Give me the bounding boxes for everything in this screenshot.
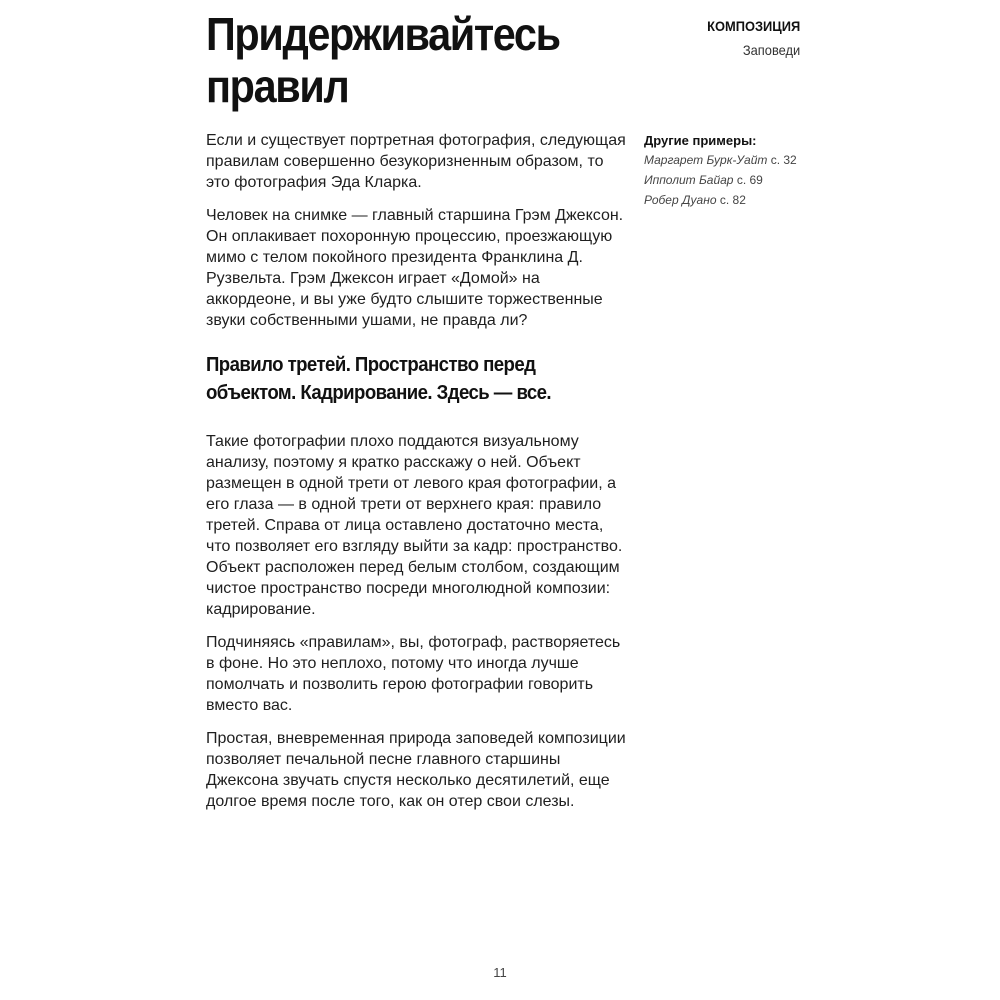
body-text: [206, 130, 626, 824]
title-line-1: Придерживайтесь: [206, 8, 560, 60]
sidebar-item-name: Ипполит Байар: [644, 173, 734, 187]
running-head: [699, 17, 800, 59]
sidebar-list: [644, 150, 844, 210]
page-title: [206, 8, 593, 112]
paragraph-main-1: Такие фотографии плохо поддаются визуальному анализу, поэтому я кратко расскажу о ней. Объект размещен в одной трети от левого края фотографии, а его глаза — в одной трети от верхнего края: правило третей. Справа от лица оставлено достаточно места, что позволяет его взгляду выйти за кадр: пространство. Объект расположен перед белым столбом, создающим чистое пространство посреди многолюдной композии: кадрирование.: [206, 433, 623, 618]
subheading: Правило третей. Пространство перед объектом. Кадрирование. Здесь — все.: [206, 354, 552, 404]
running-head-subsection: Заповеди: [742, 42, 800, 58]
sidebar-item-name: Маргарет Бурк-Уайт: [644, 153, 768, 167]
sidebar-item-name: Робер Дуано: [644, 193, 717, 207]
paragraph-main-3: Простая, вневременная природа заповедей композиции позволяет печальной песне главного старшины Джексона звучать спустя несколько десятилетий, еще долгое время после того, как он отер свои слезы.: [206, 730, 626, 810]
other-examples-sidebar: [644, 132, 844, 210]
page-number: 11: [493, 965, 507, 980]
sidebar-item-page: с. 69: [733, 173, 763, 187]
paragraph-intro-1: Если и существует портретная фотография, следующая правилам совершенно безукоризненным образом, то это фотография Эда Кларка.: [206, 132, 626, 191]
sidebar-item: [644, 150, 844, 170]
paragraph-intro-2: Человек на снимке — главный старшина Грэм Джексон. Он оплакивает похоронную процессию, проезжающую мимо с телом покойного президента Франклина Д. Рузвельта. Грэм Джексон играет «Домой» на аккордеоне, и вы уже будто слышите торжественные звуки собственными ушами, не правда ли?: [206, 207, 624, 329]
sidebar-item-page: с. 32: [767, 153, 797, 167]
sidebar-item-page: с. 82: [716, 193, 746, 207]
title-line-2: правил: [206, 60, 349, 112]
paragraph-main-2: Подчиняясь «правилам», вы, фотограф, растворяетесь в фоне. Но это неплохо, потому что иногда лучше помолчать и позволить герою фотографии говорить вместо вас.: [206, 634, 621, 714]
sidebar-title: Другие примеры:: [644, 133, 757, 148]
sidebar-item: [644, 190, 844, 210]
sidebar-item: [644, 170, 844, 190]
running-head-section: КОМПОЗИЦИЯ: [706, 18, 800, 34]
